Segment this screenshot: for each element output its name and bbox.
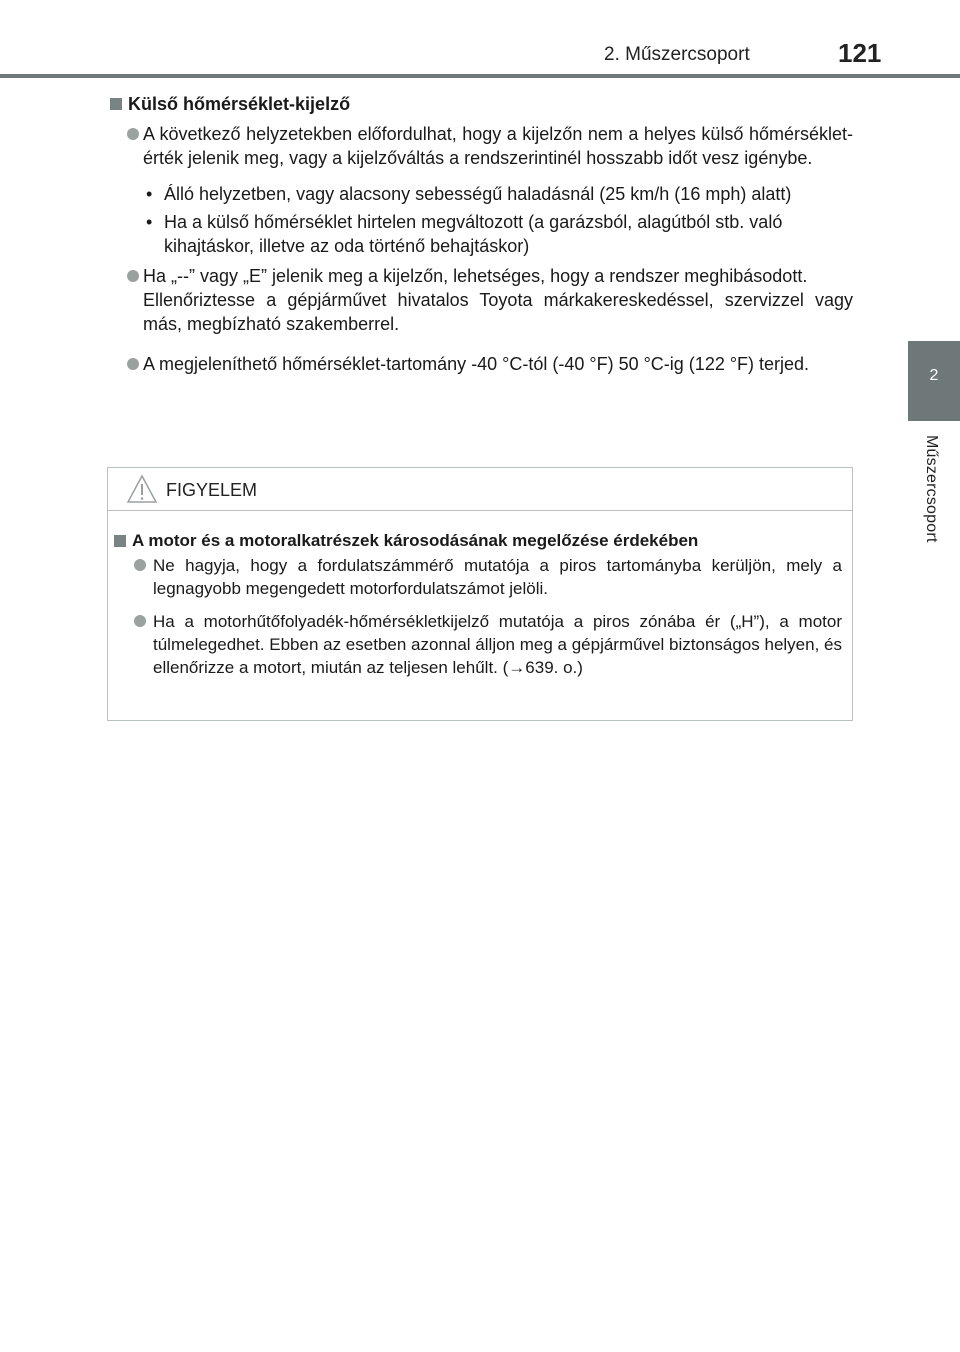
section-title: [110, 92, 853, 116]
bullet-text-continued: Ellenőriztesse a gépjárművet hivatalos Toyota márkakereskedéssel, szervizzel vagy más, megbízható szakemberrel.: [143, 290, 853, 334]
warning-section-title: [114, 529, 842, 552]
list-item: [110, 264, 853, 336]
circle-bullet-icon: [127, 270, 139, 282]
header-divider: [0, 74, 960, 78]
warning-header: [108, 468, 852, 511]
list-item: [114, 610, 842, 679]
list-item: [110, 352, 853, 376]
square-bullet-icon: [114, 535, 126, 547]
list-item: [110, 122, 853, 170]
warning-section-title-text: A motor és a motoralkatrészek károsodásának megelőzése érdekében: [132, 531, 699, 550]
sub-bullet-mark: •: [146, 184, 153, 204]
bullet-text: A következő helyzetekben előfordulhat, hogy a kijelzőn nem a helyes külső hőmérséklet-érték jelenik meg, vagy a kijelzőváltás a rendszerintinél hosszabb időt vesz igénybe.: [143, 124, 853, 168]
section-title-text: Külső hőmérséklet-kijelző: [128, 94, 351, 114]
circle-bullet-icon: [134, 559, 146, 571]
sub-bullet-mark: •: [146, 212, 153, 232]
chapter-tab: [908, 341, 960, 421]
warning-triangle-icon: [126, 474, 158, 504]
bullet-text: Ha „--” vagy „E” jelenik meg a kijelzőn, lehetséges, hogy a rendszer meghibásodott.: [143, 266, 808, 286]
chapter-label: Műszercsoport: [923, 435, 940, 543]
warning-title: FIGYELEM: [166, 480, 258, 500]
warning-body: [108, 511, 852, 679]
warning-box: [107, 467, 853, 721]
circle-bullet-icon: [127, 358, 139, 370]
sub-bullet-text: Ha a külső hőmérséklet hirtelen megváltozott (a garázsból, alagútból stb. való kihajtáskor, illetve az oda történő behajtáskor): [164, 212, 783, 256]
list-item: [114, 554, 842, 600]
circle-bullet-icon: [134, 615, 146, 627]
chapter-number: 2: [929, 367, 939, 384]
main-content: [110, 92, 853, 376]
square-bullet-icon: [110, 98, 122, 110]
sub-list-item: [110, 182, 853, 206]
sub-list-item: [110, 210, 853, 258]
bullet-text: A megjeleníthető hőmérséklet-tartomány -40 °C-tól (-40 °F) 50 °C-ig (122 °F) terjed.: [143, 354, 810, 374]
bullet-text: Ne hagyja, hogy a fordulatszámmérő mutatója a piros tartományba kerüljön, mely a legnagyobb megengedett motorfordulatszámot jelöli.: [153, 556, 842, 598]
page-number: 121: [838, 38, 882, 68]
header-section-title: 2. Műszercsoport: [604, 44, 750, 65]
bullet-text: Ha a motorhűtőfolyadék-hőmérsékletkijelző mutatója a piros zónába ér („H”), a motor túlmelegedhet. Ebben az esetben azonnal álljon meg a gépjárművel biztonságos helyen, és ellenőrizze a motort, miután az teljesen lehűlt. (→639. o.): [153, 612, 842, 677]
circle-bullet-icon: [127, 128, 139, 140]
sub-bullet-text: Álló helyzetben, vagy alacsony sebességű haladásnál (25 km/h (16 mph) alatt): [164, 184, 792, 204]
